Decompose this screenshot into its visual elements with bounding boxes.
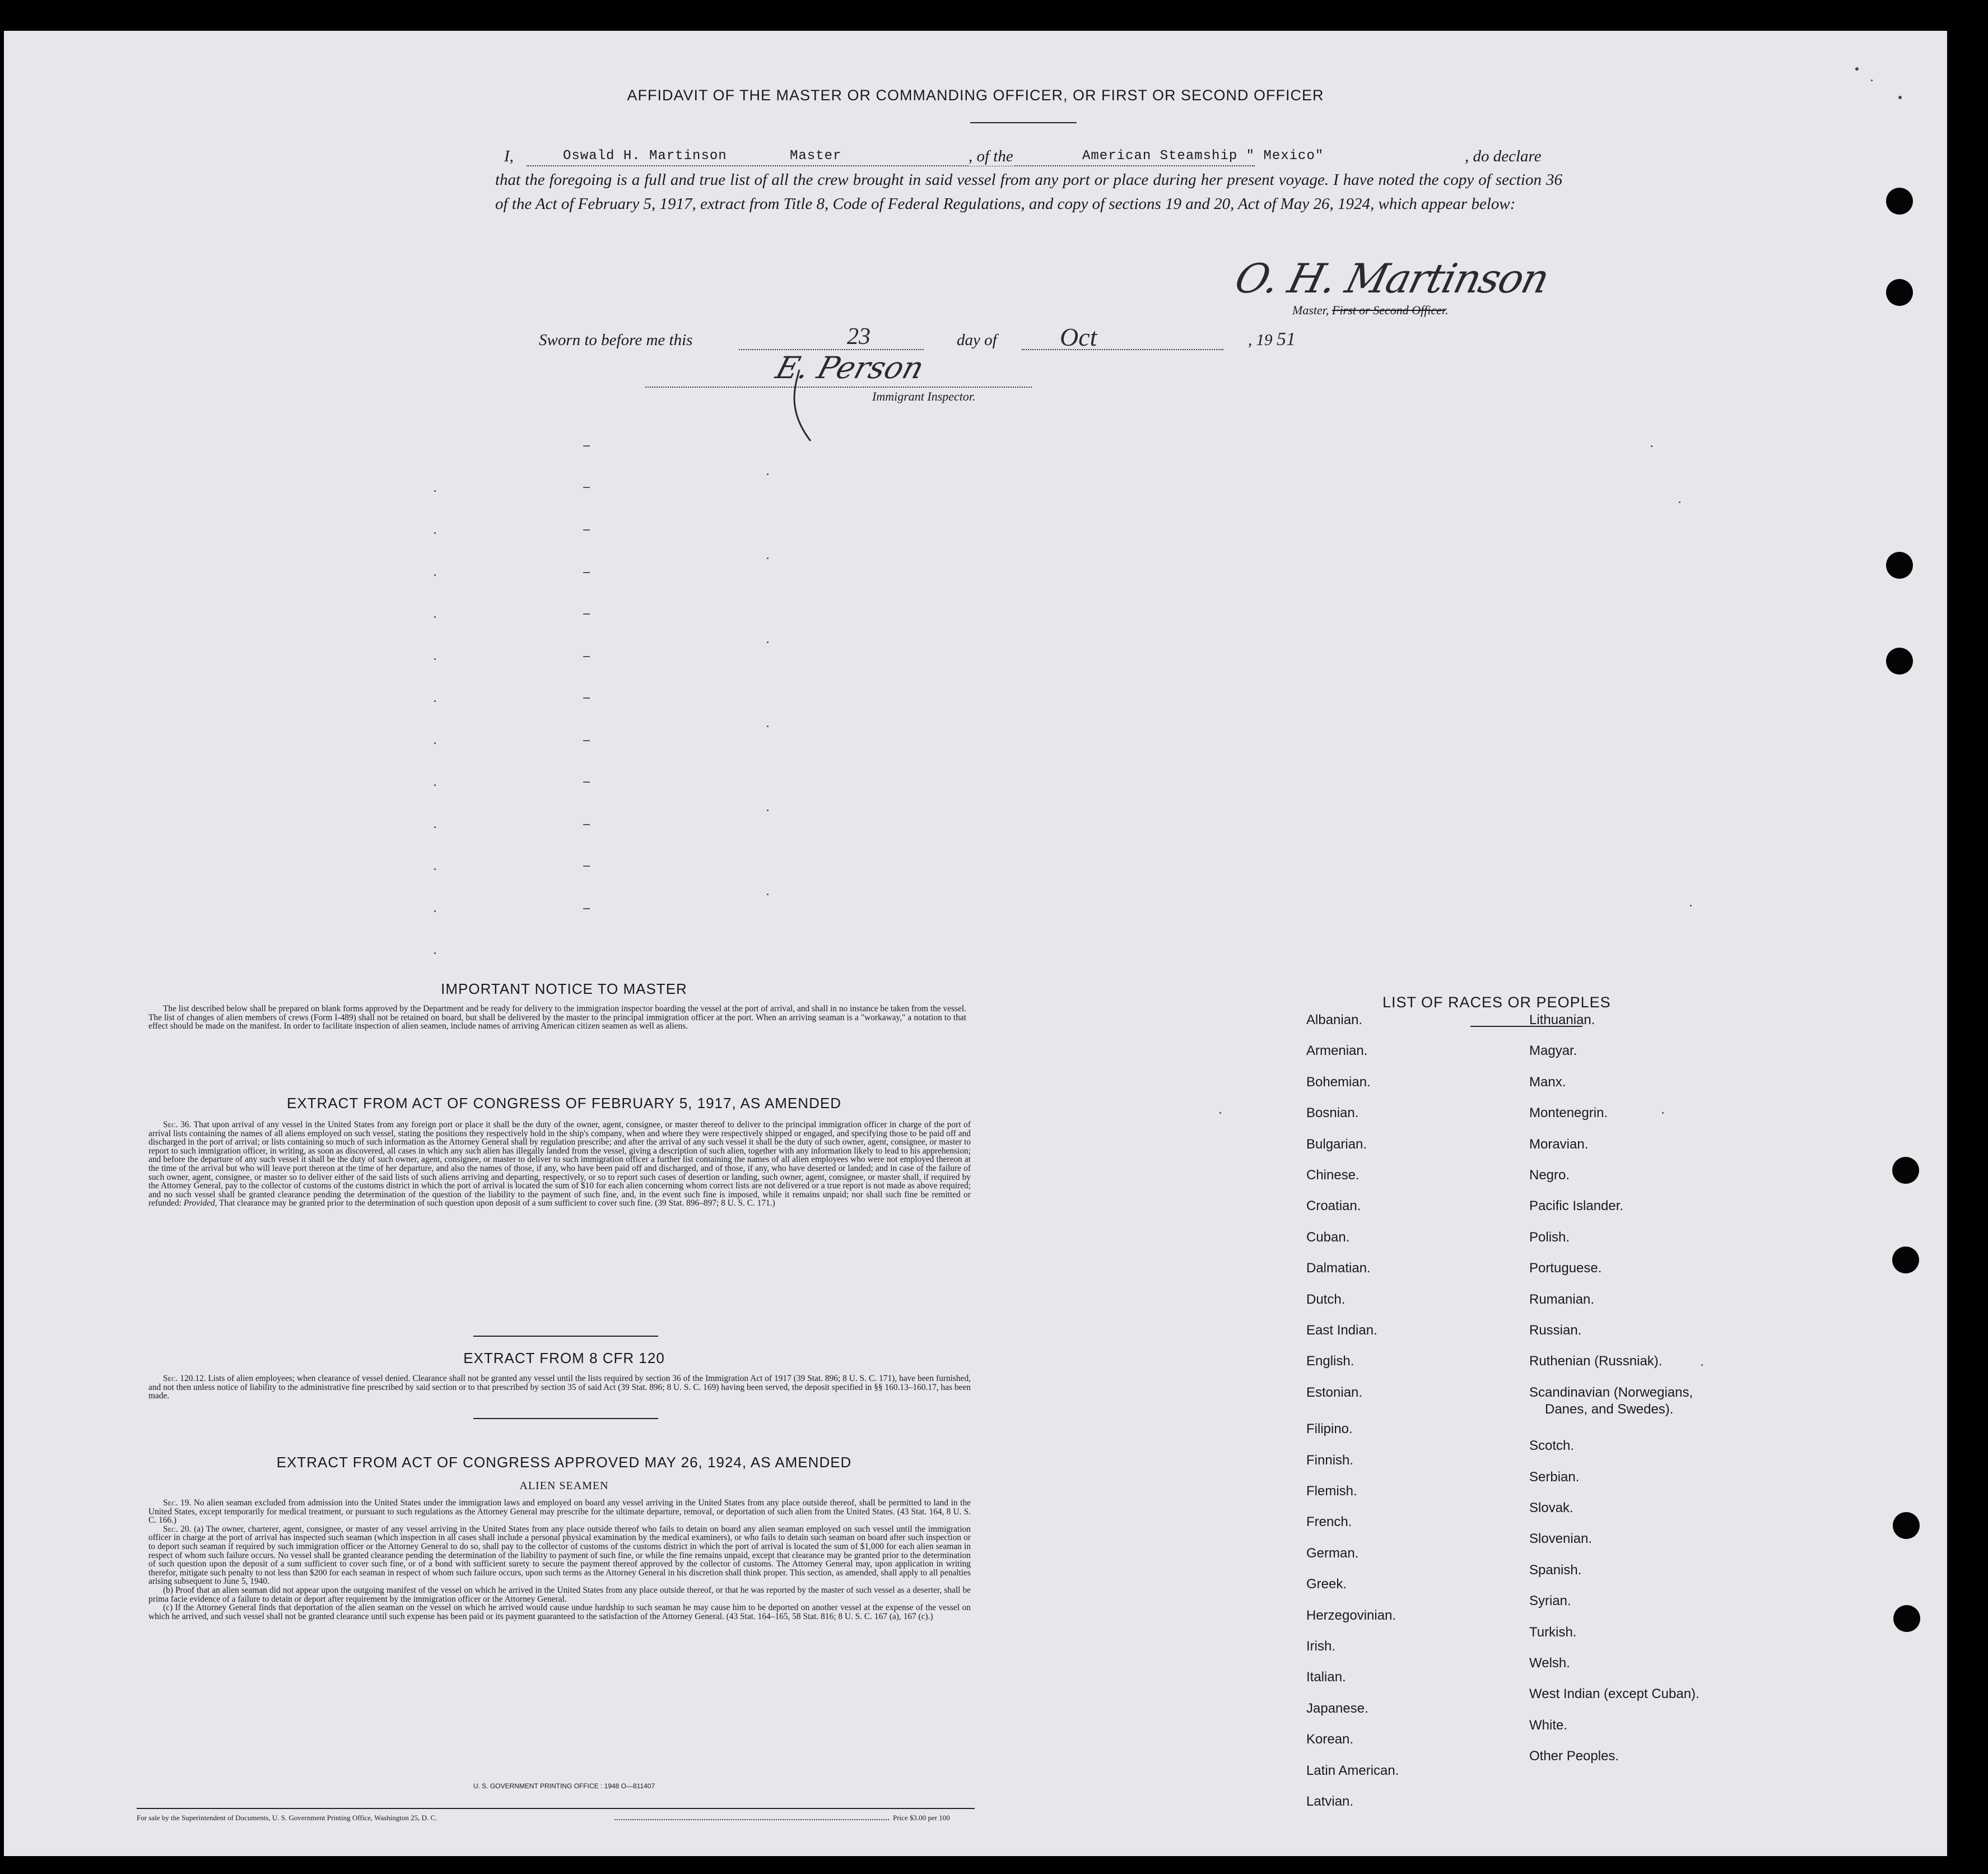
form-mark — [583, 866, 590, 867]
race-item: English. — [1306, 1354, 1354, 1369]
race-item: Moravian. — [1529, 1136, 1589, 1152]
label-period: . — [1445, 303, 1449, 317]
race-item: Magyar. — [1529, 1043, 1577, 1059]
race-item: Manx. — [1529, 1074, 1566, 1090]
race-item: Albanian. — [1306, 1012, 1363, 1027]
master-name: Oswald H. Martinson — [563, 148, 727, 164]
scan-speck — [1871, 80, 1873, 81]
form-mark — [583, 613, 590, 615]
form-mark — [434, 532, 436, 534]
race-item: Portuguese. — [1529, 1261, 1602, 1276]
race-item: Latin American. — [1306, 1763, 1399, 1778]
race-item: Danes, and Swedes). — [1545, 1401, 1674, 1417]
form-mark — [434, 868, 436, 870]
alien-seamen-subtitle: ALIEN SEAMEN — [519, 1480, 609, 1492]
extract-1924-text — [148, 1499, 971, 1621]
divider — [473, 1336, 658, 1337]
form-mark — [583, 572, 590, 573]
form-mark — [767, 894, 769, 895]
extract-1917-text — [148, 1120, 971, 1208]
race-item: Slovak. — [1529, 1500, 1573, 1515]
master-signature: O. H. Martinson — [1230, 255, 1553, 302]
form-mark — [767, 473, 769, 475]
form-mark — [434, 658, 436, 660]
race-item: Slovenian. — [1529, 1531, 1593, 1547]
race-item: Italian. — [1306, 1670, 1346, 1685]
race-item: Pacific Islander. — [1529, 1198, 1624, 1214]
form-mark — [583, 487, 590, 488]
race-item: Dalmatian. — [1306, 1261, 1371, 1276]
declaration-line — [504, 147, 1568, 168]
punch-hole — [1892, 1157, 1919, 1184]
form-mark — [1690, 905, 1692, 906]
race-item: Scotch. — [1529, 1438, 1575, 1454]
form-mark — [583, 529, 590, 531]
i-prefix: I, — [504, 147, 514, 165]
punch-hole — [1893, 1512, 1920, 1539]
declare-text: , do declare — [1465, 147, 1542, 165]
race-item: Bulgarian. — [1306, 1136, 1367, 1152]
master-label: Master, — [1292, 303, 1329, 317]
race-item: Polish. — [1529, 1229, 1570, 1245]
extract-cfr-text — [148, 1374, 971, 1401]
race-item: White. — [1529, 1717, 1568, 1733]
form-mark — [583, 740, 590, 741]
punch-hole — [1893, 1605, 1920, 1632]
form-mark — [583, 824, 590, 825]
affidavit-body: that the foregoing is a full and true list of all the crew brought in said vessel from any port or place during her present voyage. I have noted the copy of section 36 of the Act of February 5, 1917, extract from Title 8, Code of Federal Regulations, and copy of sections 19 and 20, Act of May 26, 1924, which appear below: — [495, 171, 1562, 213]
race-item: Ruthenian (Russniak). — [1529, 1354, 1663, 1369]
race-item: Bohemian. — [1306, 1074, 1371, 1090]
race-item: French. — [1306, 1514, 1352, 1530]
race-item: Negro. — [1529, 1168, 1570, 1183]
race-item: Other Peoples. — [1529, 1749, 1619, 1764]
race-item: Korean. — [1306, 1732, 1354, 1747]
form-sheet — [4, 31, 1947, 1856]
race-item: Welsh. — [1529, 1656, 1570, 1671]
day-of-text: day of — [957, 331, 997, 349]
punch-hole — [1886, 188, 1913, 215]
race-item: German. — [1306, 1545, 1359, 1561]
of-the-text: , of the — [969, 147, 1013, 165]
sworn-day: 23 — [847, 324, 870, 350]
race-item: West Indian (except Cuban). — [1529, 1686, 1700, 1702]
race-item: Flemish. — [1306, 1484, 1357, 1499]
form-mark — [583, 908, 590, 909]
form-mark — [434, 742, 436, 744]
race-item: East Indian. — [1306, 1323, 1377, 1338]
sec-120-label: Sec. 120.12. — [163, 1374, 206, 1383]
sec-120-text: Lists of alien employees; when clearance of vessel denied. Clearance shall not be granted any vessel until the lists required by section 36 of the Immigration Act of 1917 (39 Stat. 896; 8 U. S. C. 171), have been furnished, and not then unless notice of liability to the administrative fine prescribed by said section or to that prescribed by section 35 of said Act (39 Stat. 896; 8 U. S. C. 169) having been served, the deposit specified in §§ 160.13–160.17, has been made. — [148, 1374, 971, 1401]
race-item: Armenian. — [1306, 1043, 1368, 1059]
sworn-line — [539, 323, 1323, 355]
race-item: Greek. — [1306, 1577, 1347, 1592]
sec-20-c: (c) If the Attorney General finds that deportation of the alien seaman on the vessel on which he arrived would cause undue hardship to such seaman he may cause him to be deported on another vessel at the expense of the vessel on which he arrived, and such vessel shall not be granted clearance until such expense has been paid or its payment guaranteed to the satisfaction of the Attorney General. (43 Stat. 164–165, 58 Stat. 816; 8 U. S. C. 167 (a), 167 (c).) — [148, 1603, 971, 1621]
race-item: Japanese. — [1306, 1700, 1368, 1716]
sec-20-label: Sec. 20. — [163, 1524, 192, 1534]
race-item: Syrian. — [1529, 1593, 1571, 1609]
notice-paragraph: The list described below shall be prepared on blank forms approved by the Department and be ready for delivery to the immigration inspector boarding the vessel at the port of arrival, and shall in no instance be taken from the vessel. The list of changes of alien members of crews (Form I-489) shall not be retained on board, but shall be delivered by the master to the principal immigration officer at the port. When an arriving seaman is a "workaway," a notation to that effect should be made on the manifest. In order to facilitate inspection of alien seamen, include names of arriving American citizen seamen as well as aliens. — [148, 1004, 966, 1031]
name-blank — [527, 165, 1255, 166]
master-rank: Master — [790, 148, 842, 164]
race-item: Dutch. — [1306, 1291, 1345, 1307]
divider — [473, 1418, 658, 1419]
scan-speck — [1898, 96, 1902, 99]
form-mark — [1701, 1364, 1703, 1366]
form-mark — [583, 782, 590, 783]
form-mark — [434, 490, 436, 492]
footer-price: Price $3.00 per 100 — [893, 1813, 950, 1822]
race-item: Latvian. — [1306, 1794, 1354, 1809]
extract-1924-title: EXTRACT FROM ACT OF CONGRESS APPROVED MAY 26, 1924, AS AMENDED — [276, 1454, 852, 1471]
race-item: Irish. — [1306, 1639, 1336, 1654]
form-mark — [434, 616, 436, 618]
race-item: Spanish. — [1529, 1562, 1582, 1578]
sec-36-text: That upon arrival of any vessel in the United States from any foreign port or place it shall be the duty of the owner, agent, consignee, or master thereof to deliver to the principal immigration officer in charge of the port of arrival lists containing the names of all aliens employed on such vessel, stating the positions they respectively hold in the ship's company, when and where they were respectively shipped or engaged, and specifying those to be paid off and discharged in the port of arrival; or lists containing so much of such information as the Attorney General shall by regulation prescribe; and after the arrival of any such vessel it shall be the duty of such owner, agent, consignee, or master to report to such immigration officer, in writing, as soon as discovered, all cases in which any such alien has illegally landed from the vessel, giving a description of such alien, together with any information likely to lead to his apprehension; and before the departure of any such vessel it shall be the duty of such owner, agent, consignee, or master to deliver to such immigration officer a further list containing the names of all alien employees who were not employed thereon at the time of the arrival but who will leave port thereon at the time of her departure, and also the names of those, if any, who have been paid off and discharged, and of those, if any, who have deserted or landed; and in case of the failure of such owner, agent, consignee, or master so to deliver either of the said lists of such aliens arriving and departing, respectively, or so to report such cases of desertion or landing, such owner, agent, consignee, or master shall, if required by the Attorney General, pay to the collector of customs of the customs district in which the port of arrival is located the sum of $10 for each alien concerning whom correct lists are not delivered or a true report is not made as above required; and no such vessel shall be granted clearance pending the determination of the question of the liability to the payment of such fine, and, in the event such fine is imposed, while it remains unpaid; nor shall such fine be remitted or refunded: — [148, 1120, 971, 1208]
title-underline — [970, 122, 1077, 123]
form-mark — [583, 656, 590, 657]
sec-20-text: (a) The owner, charterer, agent, consignee, or master of any vessel arriving in the United States from any place outside thereof who fails to detain on board any alien seaman employed on such vessel until the immigration officer in charge at the port of arrival has inspected such seaman (which inspection in all cases shall include a personal physical examination by the medical examiners), or who fails to detain such seaman on board after such inspection or to deport such seaman if required by such immigration officer or the Attorney General to do so, shall pay to the collector of customs of the customs district in which the port of arrival is located the sum of $1,000 for each alien seaman in respect of whom such failure occurs. No vessel shall be granted clearance pending the determination of the liability to payment of such fine, or while the fine remains unpaid, except that clearance may be granted prior to the determination of such question upon the deposit of a sum sufficient to cover such fine, or of a bond with sufficient surety to secure the payment thereof approved by the collector of customs. The Attorney General may, upon application in writing therefor, mitigate such penalty to not less than $200 for each seaman in respect of whom such failure occurs, upon such terms as the Attorney General in his discretion shall think proper. This section, as amended, shall apply to all penalties arising subsequent to June 5, 1940. — [148, 1524, 971, 1587]
form-mark — [434, 952, 436, 954]
punch-hole — [1886, 279, 1913, 306]
form-mark — [767, 726, 769, 727]
sworn-month: Oct — [1060, 323, 1097, 351]
punch-hole — [1886, 648, 1913, 675]
sec-20-b: (b) Proof that an alien seaman did not appear upon the outgoing manifest of the vessel on which he arrived in the United States from any place outside thereof, or that he was reported by the master of such vessel as a deserter, shall be prima facie evidence of a failure to detain or deport after requirement by the immigration officer or the Attorney General. — [148, 1585, 971, 1604]
sworn-prefix: Sworn to before me this — [539, 331, 693, 349]
struck-label: First or Second Officer — [1331, 303, 1446, 317]
race-item: Turkish. — [1529, 1624, 1577, 1640]
form-mark — [1679, 501, 1680, 503]
form-mark — [767, 641, 769, 643]
race-item: Lithuanian. — [1529, 1012, 1595, 1027]
sec-36-end: That clearance may be granted prior to the determination of such question upon deposit of a sum sufficient to cover such fine. (39 Stat. 896–897; 8 U. S. C. 171.) — [219, 1198, 775, 1208]
inspector-blank — [645, 387, 1032, 388]
footer-rule — [137, 1808, 975, 1809]
affidavit-title: AFFIDAVIT OF THE MASTER OR COMMANDING OFFICER, OR FIRST OR SECOND OFFICER — [627, 87, 1324, 104]
race-item: Serbian. — [1529, 1469, 1580, 1485]
race-item: Croatian. — [1306, 1198, 1361, 1214]
inspector-label: Immigrant Inspector. — [872, 389, 976, 403]
notice-text — [148, 1005, 966, 1031]
signature-flourish — [777, 367, 822, 445]
race-item: Finnish. — [1306, 1452, 1354, 1468]
race-item: Chinese. — [1306, 1168, 1360, 1183]
form-mark — [1651, 445, 1652, 447]
notice-title: IMPORTANT NOTICE TO MASTER — [441, 980, 687, 997]
extract-1917-title: EXTRACT FROM ACT OF CONGRESS OF FEBRUARY 5, 1917, AS AMENDED — [287, 1095, 841, 1112]
race-item: Rumanian. — [1529, 1291, 1595, 1307]
sworn-year: 51 — [1277, 329, 1296, 350]
races-title: LIST OF RACES OR PEOPLES — [1382, 994, 1611, 1011]
extract-cfr-title: EXTRACT FROM 8 CFR 120 — [463, 1350, 665, 1366]
form-mark — [583, 445, 590, 447]
form-mark — [1662, 1112, 1664, 1114]
form-mark — [1219, 1112, 1221, 1114]
printing-office: U. S. GOVERNMENT PRINTING OFFICE : 1948 O—811407 — [473, 1782, 655, 1790]
form-mark — [434, 574, 436, 576]
footer-dot-leader — [614, 1819, 889, 1820]
race-item: Cuban. — [1306, 1229, 1350, 1245]
race-item: Herzegovinian. — [1306, 1607, 1396, 1623]
sec-36-label: Sec. 36. — [163, 1120, 192, 1129]
inspector-signature: E. Person — [771, 350, 928, 385]
form-mark — [583, 697, 590, 699]
sec-19-label: Sec. 19. — [163, 1498, 192, 1508]
scan-speck — [1855, 67, 1859, 71]
year-prefix: , 19 — [1248, 331, 1273, 349]
race-item: Filipino. — [1306, 1421, 1353, 1437]
vessel-name: American Steamship " Mexico" — [1082, 148, 1324, 164]
proviso: Provided, — [183, 1198, 217, 1208]
punch-hole — [1886, 552, 1913, 579]
race-item: Russian. — [1529, 1323, 1582, 1338]
race-item: Montenegrin. — [1529, 1105, 1608, 1121]
punch-hole — [1892, 1247, 1919, 1273]
form-mark — [434, 910, 436, 912]
form-mark — [434, 826, 436, 828]
form-mark — [767, 810, 769, 811]
master-title-label — [1292, 303, 1449, 318]
race-item: Bosnian. — [1306, 1105, 1359, 1121]
race-item: Scandinavian (Norwegians, — [1529, 1384, 1693, 1400]
form-mark — [767, 557, 769, 559]
race-item: Estonian. — [1306, 1384, 1363, 1400]
form-mark — [434, 784, 436, 786]
form-mark — [434, 700, 436, 702]
month-blank — [1022, 349, 1223, 350]
footer-sale-text: For sale by the Superintendent of Documents, U. S. Government Printing Office, Washington 25, D. C. — [137, 1813, 437, 1822]
sec-19-text: No alien seaman excluded from admission into the United States under the immigration laws and employed on board any vessel arriving in the United States from any place outside thereof, shall be permitted to land in the United States, except temporarily for medical treatment, or pursuant to such regulations as the Attorney General may prescribe for the ultimate departure, removal, or deportation of such alien from the United States. (43 Stat. 164, 8 U. S. C. 166.) — [148, 1498, 971, 1526]
